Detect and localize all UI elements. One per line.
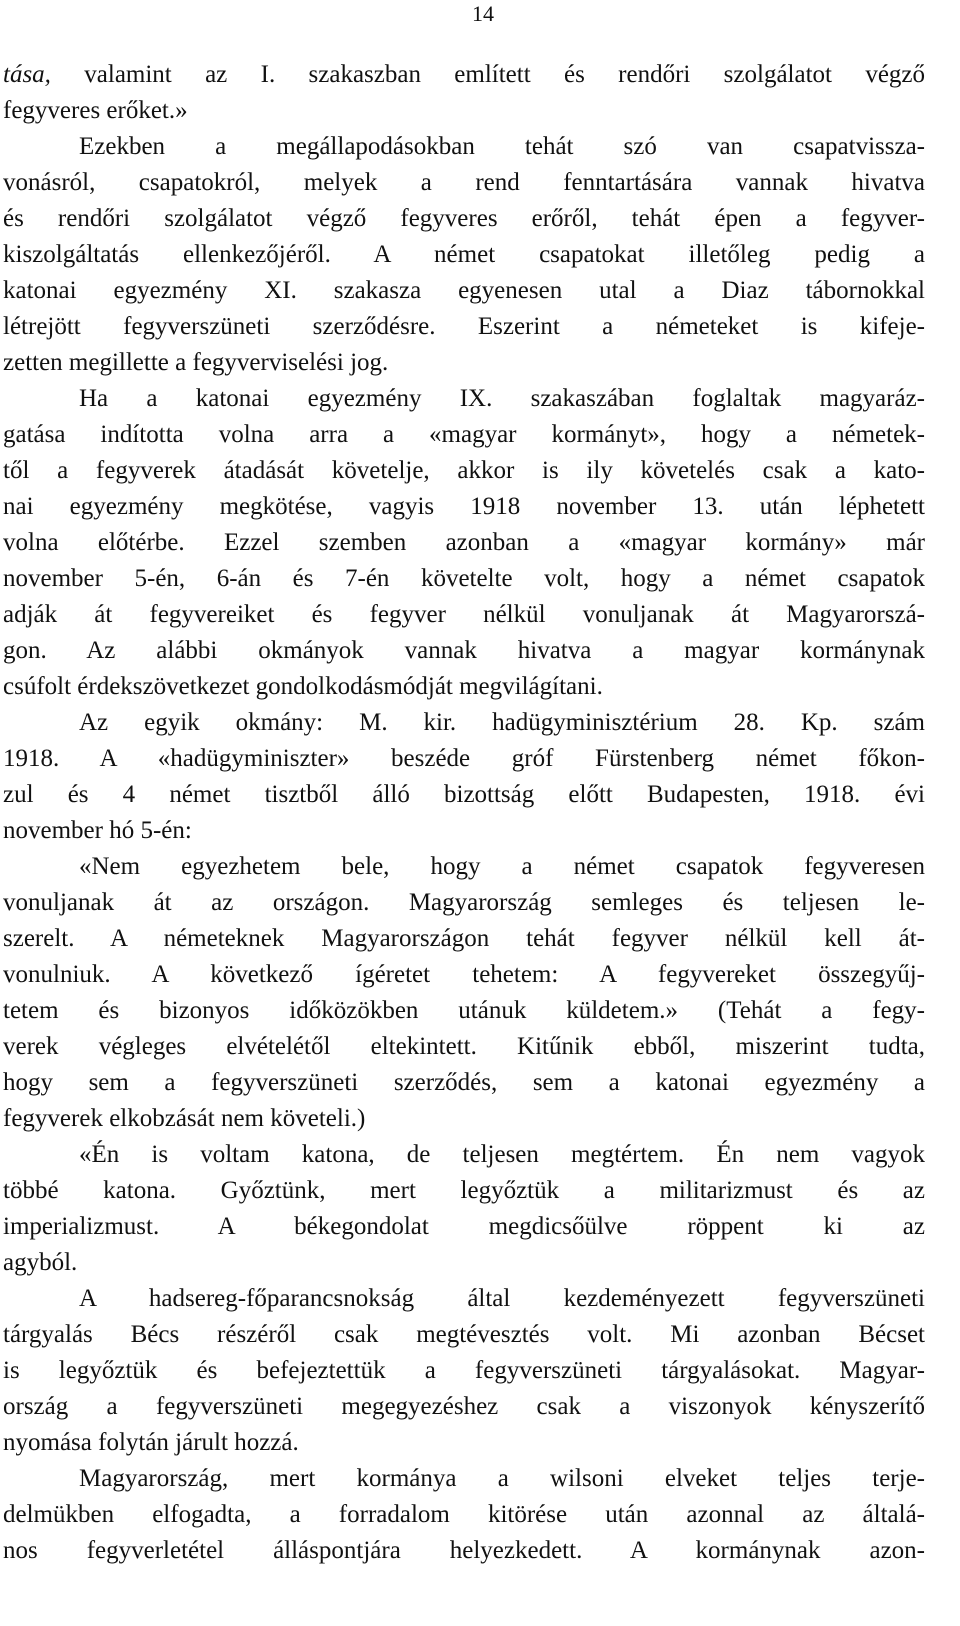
text-line: tetem és bizonyos időközökben utánuk küldetem.» (Tehát a fegy- [3, 997, 925, 1024]
line-text: valamint az I. szakaszban említett és rendőri szolgálatot végző [84, 61, 926, 88]
text-line: verek végleges elvételétől eltekintett. Kitűnik ebből, miszerint tudta, [3, 1033, 925, 1060]
text-line: gatása indította volna arra a «magyar kormányt», hogy a németek- [3, 421, 925, 448]
italic-fragment: tása, [3, 61, 51, 88]
text-line: «Nem egyezhetem bele, hogy a német csapatok fegyveresen [79, 853, 925, 880]
text-line: november hó 5-én: [3, 817, 192, 844]
text-line: A hadsereg-főparancsnokság által kezdeményezett fegyverszüneti [79, 1285, 925, 1312]
text-line: vonulniuk. A következő ígéretet tehetem: A fegyvereket összegyűj- [3, 961, 925, 988]
text-line: Az egyik okmány: M. kir. hadügyminisztérium 28. Kp. szám [79, 709, 925, 736]
text-line: kiszolgáltatás ellenkezőjéről. A német csapatokat illetőleg pedig a [3, 241, 925, 268]
text-line: hogy sem a fegyverszüneti szerződés, sem a katonai egyezmény a [3, 1069, 925, 1096]
text-line: gon. Az alábbi okmányok vannak hivatva a magyar kormánynak [3, 637, 925, 664]
text-line: fegyverek elkobzását nem követeli.) [3, 1105, 366, 1132]
text-line: létrejött fegyverszüneti szerződésre. Eszerint a németeket is kifeje- [3, 313, 925, 340]
text-line: november 5-én, 6-án és 7-én követelte volt, hogy a német csapatok [3, 565, 925, 592]
text-line: «Én is voltam katona, de teljesen megtértem. Én nem vagyok [79, 1141, 925, 1168]
text-line: volna előtérbe. Ezzel szemben azonban a «magyar kormány» már [3, 529, 925, 556]
text-line: is legyőztük és befejeztettük a fegyverszüneti tárgyalásokat. Magyar- [3, 1357, 925, 1384]
text-line: Ha a katonai egyezmény IX. szakaszában foglaltak magyaráz- [79, 385, 925, 412]
text-line: nyomása folytán járult hozzá. [3, 1429, 299, 1456]
text-line: és rendőri szolgálatot végző fegyveres erőről, tehát épen a fegyver- [3, 205, 925, 232]
text-line: nai egyezmény megkötése, vagyis 1918 november 13. után léphetett [3, 493, 925, 520]
text-line: szerelt. A németeknek Magyarországon tehát fegyver nélkül kell át- [3, 925, 925, 952]
text-line: adják át fegyvereiket és fegyver nélkül vonuljanak át Magyarorszá- [3, 601, 925, 628]
text-line: delmükben elfogadta, a forradalom kitörése után azonnal az általá- [3, 1501, 925, 1528]
text-line: zetten megillette a fegyverviselési jog. [3, 349, 389, 376]
text-line: vonuljanak át az országon. Magyarország semleges és teljesen le- [3, 889, 925, 916]
text-line: katonai egyezmény XI. szakasza egyenesen utal a Diaz tábornokkal [3, 277, 925, 304]
text-line: Magyarország, mert kormánya a wilsoni elveket teljes terje- [79, 1465, 925, 1492]
text-line: fegyveres erőket.» [3, 97, 188, 124]
text-line: vonásról, csapatokról, melyek a rend fenntartására vannak hivatva [3, 169, 925, 196]
text-line: agyból. [3, 1249, 78, 1276]
text-line: imperializmust. A békegondolat megdicsőülve röppent ki az [3, 1213, 925, 1240]
text-line: 1918. A «hadügyminiszter» beszéde gróf Fürstenberg német főkon- [3, 745, 925, 772]
text-line: nos fegyverletétel álláspontjára helyezkedett. A kormánynak azon- [3, 1537, 925, 1564]
text-line: többé katona. Győztünk, mert legyőztük a militarizmust és az [3, 1177, 925, 1204]
text-line: től a fegyverek átadását követelje, akkor is ily követelés csak a kato- [3, 457, 925, 484]
text-line: Ezekben a megállapodásokban tehát szó van csapatvissza- [79, 133, 925, 160]
page-number: 14 [472, 1, 494, 26]
text-line: csúfolt érdekszövetkezet gondolkodásmódját megvilágítani. [3, 673, 603, 700]
text-line: zul és 4 német tisztből álló bizottság előtt Budapesten, 1918. évi [3, 781, 925, 808]
text-line: tárgyalás Bécs részéről csak megtévesztés volt. Mi azonban Bécset [3, 1321, 925, 1348]
text-line: ország a fegyverszüneti megegyezéshez csak a viszonyok kényszerítő [3, 1393, 925, 1420]
text-line [3, 57, 925, 93]
